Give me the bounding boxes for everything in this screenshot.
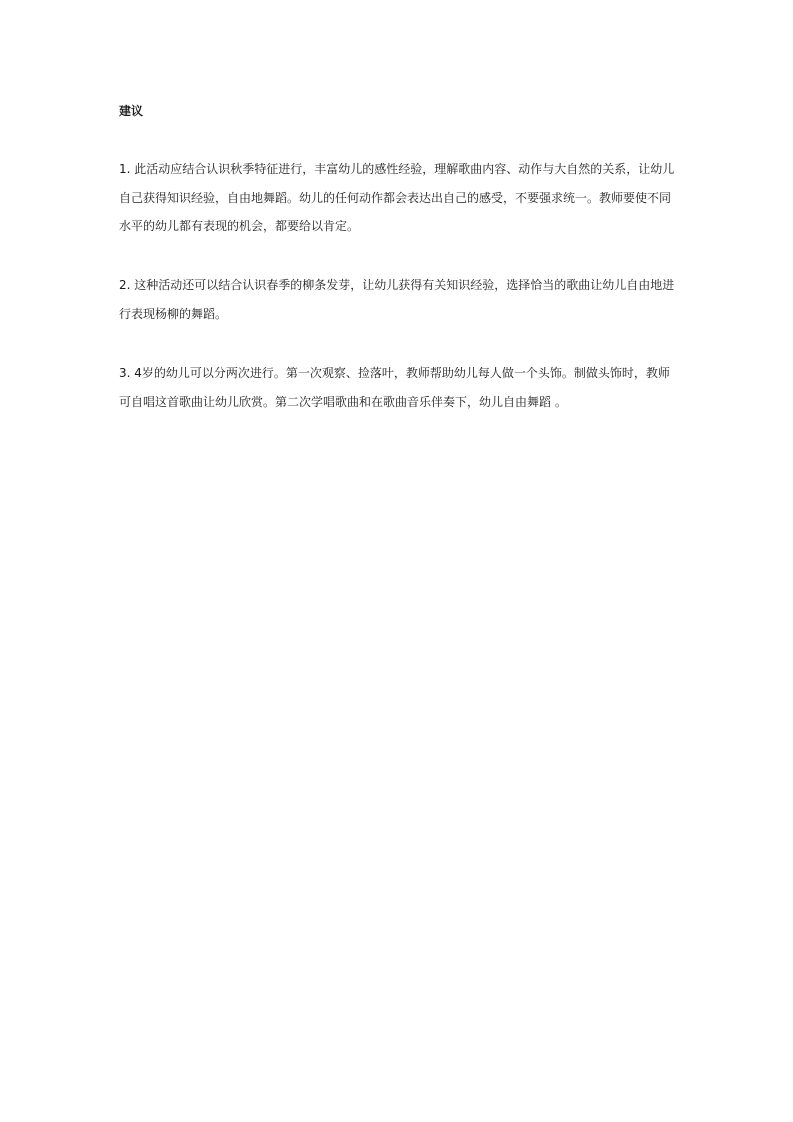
suggestion-paragraph-2 xyxy=(119,271,679,328)
suggestion-paragraph-3 xyxy=(119,359,679,416)
paragraph-text: 这种活动还可以结合认识春季的柳条发芽，让幼儿获得有关知识经验，选择恰当的歌曲让幼儿自由地进行表现杨柳的舞蹈。 xyxy=(119,278,675,321)
section-heading: 建议 xyxy=(119,104,144,118)
paragraph-text: 4岁的幼儿可以分两次进行。第一次观察、捡落叶，教师帮助幼儿每人做一个头饰。制做头饰时，教师可自唱这首歌曲让幼儿欣赏。第二次学唱歌曲和在歌曲音乐伴奏下，幼儿自由舞蹈 。 xyxy=(119,366,670,409)
paragraph-number: 3. xyxy=(119,366,131,380)
paragraph-number: 1. xyxy=(119,162,131,176)
suggestion-paragraph-1 xyxy=(119,155,679,241)
paragraph-text: 此活动应结合认识秋季特征进行，丰富幼儿的感性经验，理解歌曲内容、动作与大自然的关系，让幼儿自己获得知识经验，自由地舞蹈。幼儿的任何动作都会表达出自己的感受，不要强求统一。教师要使不同水平的幼儿都有表现的机会，都要给以肯定。 xyxy=(119,162,675,233)
paragraph-number: 2. xyxy=(119,278,131,292)
